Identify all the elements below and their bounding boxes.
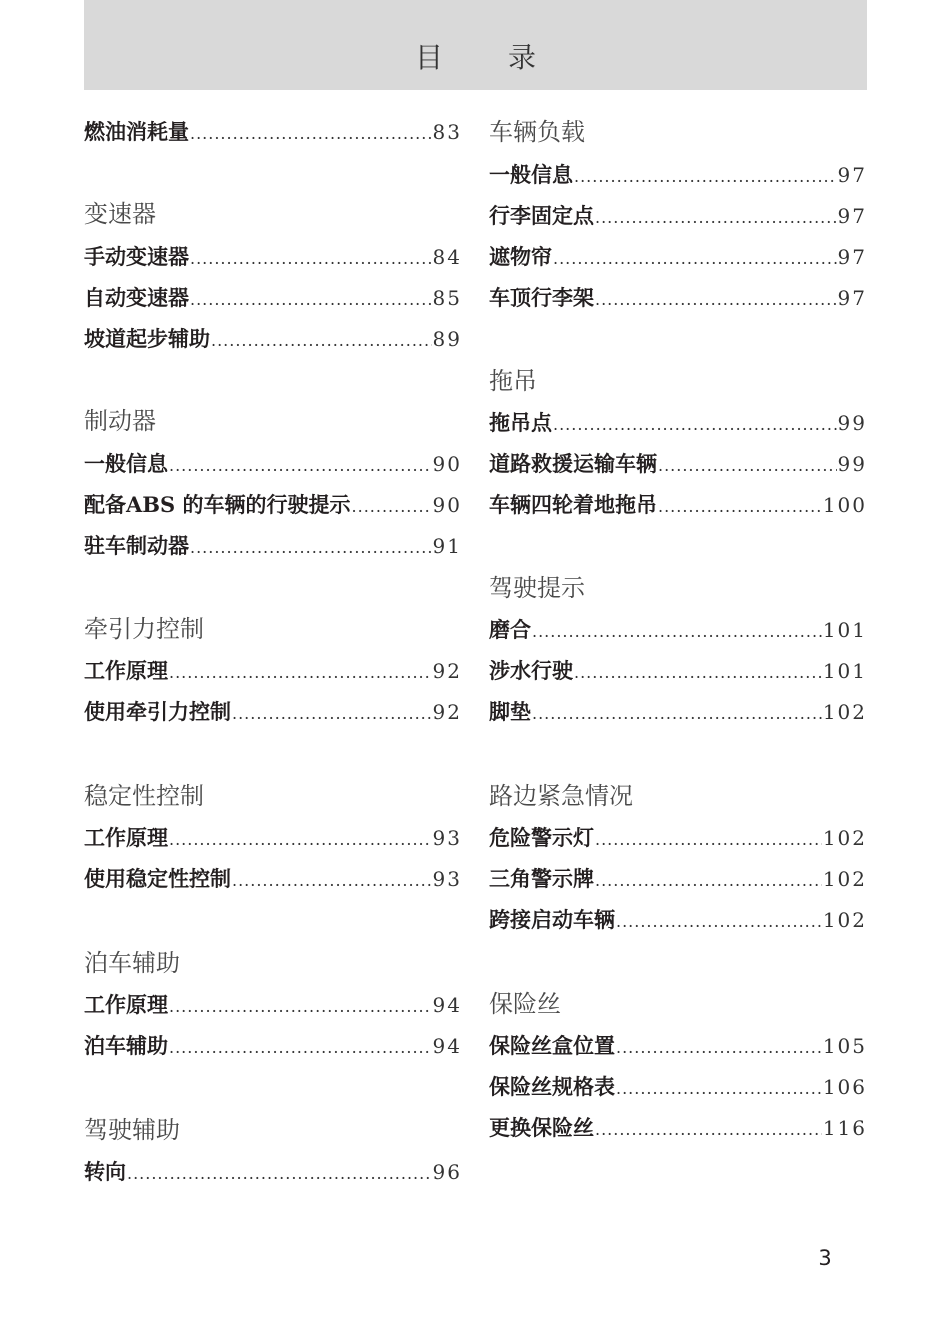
toc-entry-label: 保险丝规格表 (489, 1074, 615, 1099)
page-number: 3 (818, 1246, 832, 1270)
toc-entry-label: 保险丝盒位置 (489, 1033, 615, 1058)
toc-entry[interactable] (489, 1032, 867, 1060)
leader-dots (595, 826, 822, 854)
toc-entry[interactable] (489, 243, 867, 271)
leader-dots (553, 245, 837, 273)
leader-dots (169, 452, 432, 480)
toc-entry[interactable] (84, 698, 462, 726)
toc-entry[interactable] (84, 118, 462, 146)
toc-title: 目 录 (415, 41, 564, 74)
toc-entry-label: 更换保险丝 (489, 1115, 594, 1140)
toc-entry-label: 一般信息 (489, 162, 573, 187)
toc-entry-label: 三角警示牌 (489, 866, 594, 891)
toc-entry-label: 手动变速器 (84, 244, 189, 269)
leader-dots (595, 867, 822, 895)
leader-dots (169, 826, 432, 854)
toc-entry[interactable] (489, 161, 867, 189)
toc-entry-label: 自动变速器 (84, 285, 189, 310)
toc-entry-label: 危险警示灯 (489, 825, 594, 850)
toc-entry-page: 92 (432, 659, 462, 683)
toc-entry[interactable] (84, 991, 462, 1019)
toc-section-title: 保险丝 (489, 990, 561, 1018)
leader-dots (658, 493, 822, 521)
toc-entry-page: 90 (432, 493, 462, 517)
toc-entry[interactable] (84, 1158, 462, 1186)
toc-entry-label: 脚垫 (489, 699, 531, 724)
toc-entry-page: 99 (837, 411, 867, 435)
toc-entry-label: 涉水行驶 (489, 658, 573, 683)
toc-entry[interactable] (84, 284, 462, 312)
toc-entry-label: 坡道起步辅助 (84, 326, 210, 351)
toc-entry[interactable] (84, 865, 462, 893)
toc-entry-page: 102 (822, 700, 867, 724)
toc-section-title: 泊车辅助 (84, 949, 180, 977)
toc-entry-label: 道路救援运输车辆 (489, 451, 657, 476)
toc-entry-label: 使用稳定性控制 (84, 866, 231, 891)
toc-entry[interactable] (489, 491, 867, 519)
toc-entry[interactable] (84, 325, 462, 353)
toc-entry-page: 101 (822, 618, 867, 642)
leader-dots (616, 908, 822, 936)
toc-entry-label: 车辆四轮着地拖吊 (489, 492, 657, 517)
toc-entry[interactable] (84, 657, 462, 685)
toc-entry-page: 100 (822, 493, 867, 517)
toc-entry[interactable] (84, 1032, 462, 1060)
toc-entry[interactable] (84, 491, 462, 519)
leader-dots (352, 493, 432, 521)
toc-entry[interactable] (489, 1073, 867, 1101)
toc-entry-page: 93 (432, 826, 462, 850)
toc-entry-label: 一般信息 (84, 451, 168, 476)
toc-entry-label: 工作原理 (84, 658, 168, 683)
toc-entry[interactable] (489, 865, 867, 893)
toc-section-title: 车辆负载 (489, 118, 585, 146)
toc-entry[interactable] (489, 906, 867, 934)
toc-section-title: 拖吊 (489, 367, 537, 395)
toc-entry-page: 83 (432, 120, 462, 144)
toc-entry-page: 93 (432, 867, 462, 891)
toc-section-title: 变速器 (84, 200, 156, 228)
toc-entry[interactable] (489, 202, 867, 230)
toc-entry-page: 116 (822, 1116, 867, 1140)
leader-dots (595, 204, 837, 232)
leader-dots (595, 1116, 822, 1144)
leader-dots (658, 452, 837, 480)
leader-dots (616, 1034, 822, 1062)
toc-entry-label: 工作原理 (84, 825, 168, 850)
toc-section-title: 驾驶辅助 (84, 1116, 180, 1144)
toc-entry[interactable] (489, 824, 867, 852)
toc-entry[interactable] (489, 450, 867, 478)
toc-entry-page: 101 (822, 659, 867, 683)
toc-section-title: 制动器 (84, 407, 156, 435)
toc-entry-page: 96 (432, 1160, 462, 1184)
toc-entry-page: 94 (432, 993, 462, 1017)
toc-section-title: 稳定性控制 (84, 782, 204, 810)
toc-entry[interactable] (489, 616, 867, 644)
toc-section-title: 牵引力控制 (84, 615, 204, 643)
toc-entry[interactable] (84, 532, 462, 560)
toc-entry[interactable] (489, 409, 867, 437)
toc-entry-page: 94 (432, 1034, 462, 1058)
toc-entry[interactable] (84, 450, 462, 478)
toc-entry-page: 92 (432, 700, 462, 724)
toc-entry-page: 90 (432, 452, 462, 476)
leader-dots (127, 1160, 432, 1188)
toc-entry-page: 97 (837, 204, 867, 228)
toc-entry-page: 99 (837, 452, 867, 476)
toc-header-bar (84, 0, 867, 90)
toc-entry-page: 91 (432, 534, 462, 558)
toc-entry-label: 跨接启动车辆 (489, 907, 615, 932)
toc-entry-page: 97 (837, 286, 867, 310)
toc-entry-page: 89 (432, 327, 462, 351)
toc-entry[interactable] (84, 243, 462, 271)
toc-entry[interactable] (489, 284, 867, 312)
toc-entry-page: 102 (822, 908, 867, 932)
toc-section-title: 路边紧急情况 (489, 782, 633, 810)
toc-section-title: 驾驶提示 (489, 574, 585, 602)
toc-entry-label: 驻车制动器 (84, 533, 189, 558)
toc-entry-label: 泊车辅助 (84, 1033, 168, 1058)
toc-entry-label: 行李固定点 (489, 203, 594, 228)
leader-dots (211, 327, 432, 355)
toc-entry-label: 燃油消耗量 (84, 119, 189, 144)
leader-dots (553, 411, 837, 439)
toc-entry-page: 105 (822, 1034, 867, 1058)
leader-dots (574, 163, 837, 191)
toc-entry-page: 97 (837, 245, 867, 269)
leader-dots (190, 286, 432, 314)
toc-entry[interactable] (489, 698, 867, 726)
toc-entry-label: 遮物帘 (489, 244, 552, 269)
leader-dots (232, 700, 432, 728)
leader-dots (190, 534, 432, 562)
toc-entry-page: 84 (432, 245, 462, 269)
toc-entry[interactable] (489, 1114, 867, 1142)
toc-entry-label: 工作原理 (84, 992, 168, 1017)
leader-dots (169, 659, 432, 687)
toc-entry-page: 85 (432, 286, 462, 310)
leader-dots (616, 1075, 822, 1103)
toc-entry-label: 车顶行李架 (489, 285, 594, 310)
toc-entry-page: 102 (822, 826, 867, 850)
toc-entry-label: 磨合 (489, 617, 531, 642)
toc-entry-page: 102 (822, 867, 867, 891)
toc-entry-label: 使用牵引力控制 (84, 699, 231, 724)
leader-dots (532, 618, 822, 646)
leader-dots (190, 120, 432, 148)
leader-dots (532, 700, 822, 728)
toc-entry-page: 97 (837, 163, 867, 187)
toc-entry-label: 配备ABS 的车辆的行驶提示 (84, 492, 351, 517)
leader-dots (169, 1034, 432, 1062)
leader-dots (574, 659, 822, 687)
toc-entry-label: 拖吊点 (489, 410, 552, 435)
leader-dots (190, 245, 432, 273)
toc-entry[interactable] (489, 657, 867, 685)
toc-entry-label: 转向 (84, 1159, 126, 1184)
leader-dots (169, 993, 432, 1021)
toc-entry[interactable] (84, 824, 462, 852)
toc-entry-page: 106 (822, 1075, 867, 1099)
leader-dots (595, 286, 837, 314)
leader-dots (232, 867, 432, 895)
